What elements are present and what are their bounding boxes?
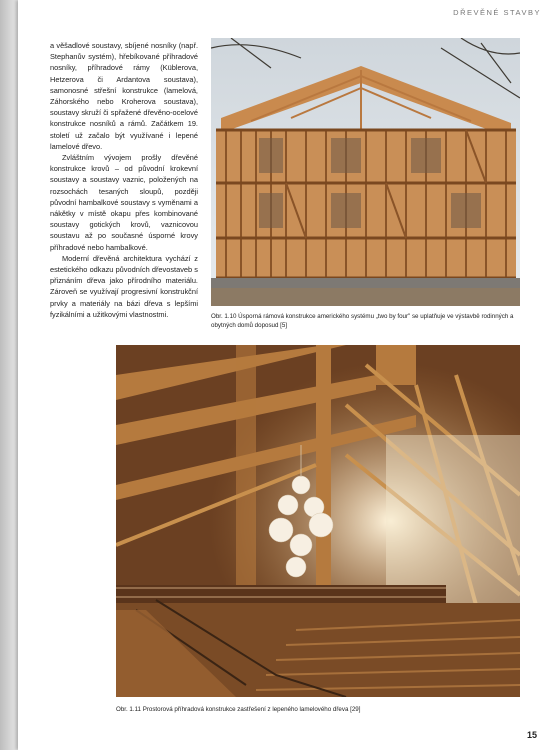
figure-caption: Obr. 1.11 Prostorová příhradová konstrukce zastřešení z lepeného lamelového dřeva [29] xyxy=(116,706,361,713)
figure-caption: Obr. 1.10 Úsporná rámová konstrukce amerického systému „two by four" se uplatňuje ve výstavbě rodinných a obytných domů doposud [5] xyxy=(211,313,514,329)
figure-glulam-truss-interior-photo xyxy=(116,345,520,697)
book-page xyxy=(18,0,557,750)
paragraph: Zvláštním vývojem prošly dřevěné konstrukce krovů – od původní krokevní soustavy a soustavy vaznic, položených na rozsochách tesaných sloupů, později původní hambalkové soustavy s vyměnami a nákětky v místě okapu přes kombinované soustavy gotických krovů, vaznicovou soustavu až po současné úsporné krovy příhradové nebo hambalkové. xyxy=(50,153,198,252)
running-header: DŘEVĚNÉ STAVBY xyxy=(453,8,541,17)
paragraph: a věšadlové soustavy, sbíjené nosníky (např. Stephanův systém), hřebíkované příhradové nosníky, příhradové rámy (Küblerova, Hetzerova či Ardantova soustava), samonosné střešní konstrukce (lamelová, Záhorského nebo Kroherova soustava), soustavy skruží či spřažené dřevěno-ocelové konstrukce nosníků a rámů. Začátkem 19. století už začalo být využívané i lepené lamelové dřevo. xyxy=(50,41,198,151)
figure-timber-frame-house-photo xyxy=(211,38,520,306)
book-spine-shadow xyxy=(0,0,18,750)
glulam-interior-illustration xyxy=(116,345,520,697)
paragraph: Moderní dřevěná architektura vychází z estetického odkazu původních dřevostaveb s přiznáním dřeva jako přírodního materiálu. Zároveň se využívají progresivní konstrukční prvky a materiály na bázi dřeva s lepšími fyzikálními a užitkovými vlastnostmi. xyxy=(50,253,198,319)
body-text-column xyxy=(50,40,198,320)
timber-frame-illustration xyxy=(211,38,520,306)
page-number: 15 xyxy=(526,730,537,740)
